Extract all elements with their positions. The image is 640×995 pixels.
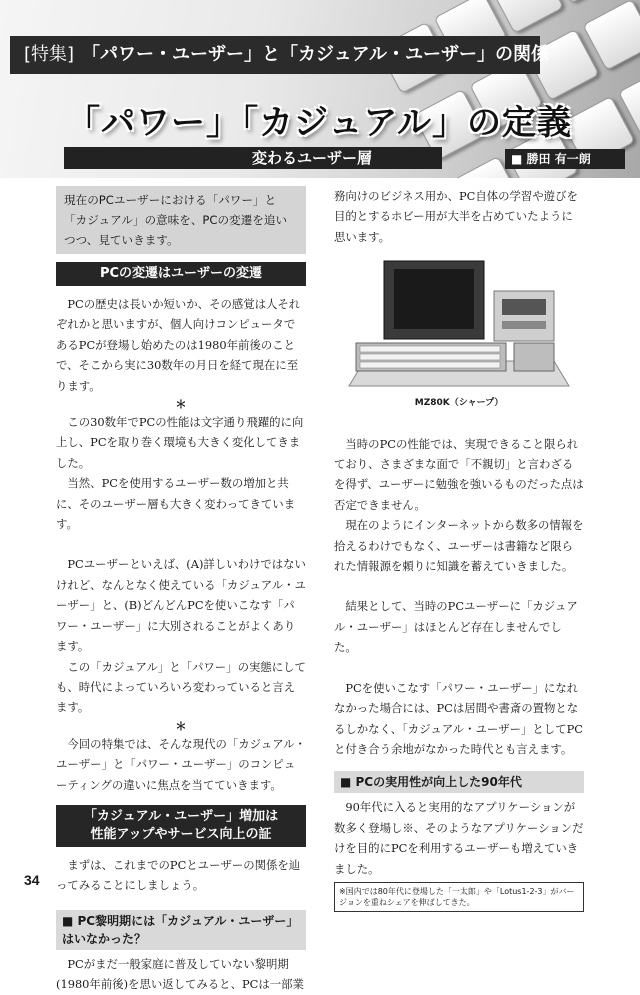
series-tag: [特集] [24,44,75,65]
article-subtitle: 変わるユーザー層 [64,147,442,169]
photo-caption: MZ80K（シャープ） [414,398,504,409]
section-heading-2-line1: 「カジュアル・ユーザー」増加は [83,808,279,824]
subheading-2: ■ PCの実用性が向上した90年代 [334,771,584,793]
footnote: ※国内では80年代に登場した「一太郎」や「Lotus1-2-3」がバージョンを重ねシェアを伸ばしてきた。 [334,882,584,912]
paragraph: 現在のようにインターネットから数多の情報を拾えるわけでもなく、ユーザーは書籍など限られた情報源を頼りに知識を蓄えていきました。 [334,518,584,574]
paragraph: PCユーザーといえば、(A)詳しいわけではないけれど、なんとなく使えている「カジュアル・ユーザー」と、(B)どんどんPCを使いこなす「パワー・ユーザー」に大別されることがよくあります。 [56,557,306,654]
paragraph: 当然、PCを使用するユーザー数の増加と共に、そのユーザー層も大きく変わってきています。 [56,476,296,532]
paragraph: この「カジュアル」と「パワー」の実態にしても、時代によっていろいろ変わっていると言えます。 [56,659,306,715]
section-heading-2-line2: 性能アップやサービス向上の証 [90,826,272,842]
paragraph: まずは、これまでのPCとユーザーの関係を辿ってみることにしましょう。 [56,857,301,893]
paragraph: 今回の特集では、そんな現代の「カジュアル・ユーザー」と「パワー・ユーザー」のコンピューティングの違いに焦点を当てていきます。 [56,736,306,792]
paragraph: PCがまだ一般家庭に普及していない黎明期(1980年前後)を思い返してみると、PCは一部業 [56,956,304,992]
article-title: 「パワー」「カジュアル」の定義 [66,103,572,143]
right-column [334,186,584,912]
paragraph: 当時のPCの性能では、実現できること限られており、さまざまな面で「不親切」と言わざるを得ず、ユーザーに勉強を強いるものだった点は否定できません。 [334,436,584,512]
series-title-bar [10,36,549,74]
paragraph: PCの歴史は長いか短いか、その感覚は人それぞれかと思いますが、個人向けコンピュータであるPCが登場し始めたのは1980年前後のことで、そこから実に30数年の月日を経て現在に至ります。 [56,297,301,393]
mz80k-photo [344,251,574,391]
paragraph: 結果として、当時のPCユーザーに「カジュアル・ユーザー」はほとんど存在しませんでした。 [334,599,578,655]
paragraph: PCを使いこなす「パワー・ユーザー」になれなかった場合には、PCは居間や書斎の置物となるしかなく、「カジュアル・ユーザー」としてPCと付き合う余地がなかった時代とも言えます。 [334,680,583,756]
section-heading-2 [56,805,306,847]
paragraph: 90年代に入ると実用的なアプリケーションが数多く登場し※、そのようなアプリケーションだけを目的にPCを利用するユーザーも増えていきました。 [334,800,584,876]
section-heading-1: PCの変遷はユーザーの変遷 [56,262,306,286]
author-label: ■ 勝田 有一朗 [505,149,625,169]
section-divider: ＊ [175,397,187,412]
paragraph: この30数年でPCの性能は文字通り飛躍的に向上し、PCを取り巻く環境も大きく変化してきました。 [56,415,304,470]
lead-box: 現在のPCユーザーにおける「パワー」と「カジュアル」の意味を、PCの変遷を追いつつ、見ていきます。 [56,186,306,254]
series-title: 「パワー・ユーザー」と「カジュアル・ユーザー」の関係 [82,44,549,65]
subheading-1: ■ PC黎明期には「カジュアル・ユーザー」はいなかった？ [56,910,306,950]
section-divider: ＊ [175,718,187,733]
page-number: 34 [24,872,40,888]
left-column [56,186,306,995]
paragraph: 務向けのビジネス用か、PC自体の学習や遊びを目的とするホビー用が大半を占めていたように思います。 [334,189,578,244]
header-banner [0,0,640,178]
computer-illustration [344,251,574,391]
